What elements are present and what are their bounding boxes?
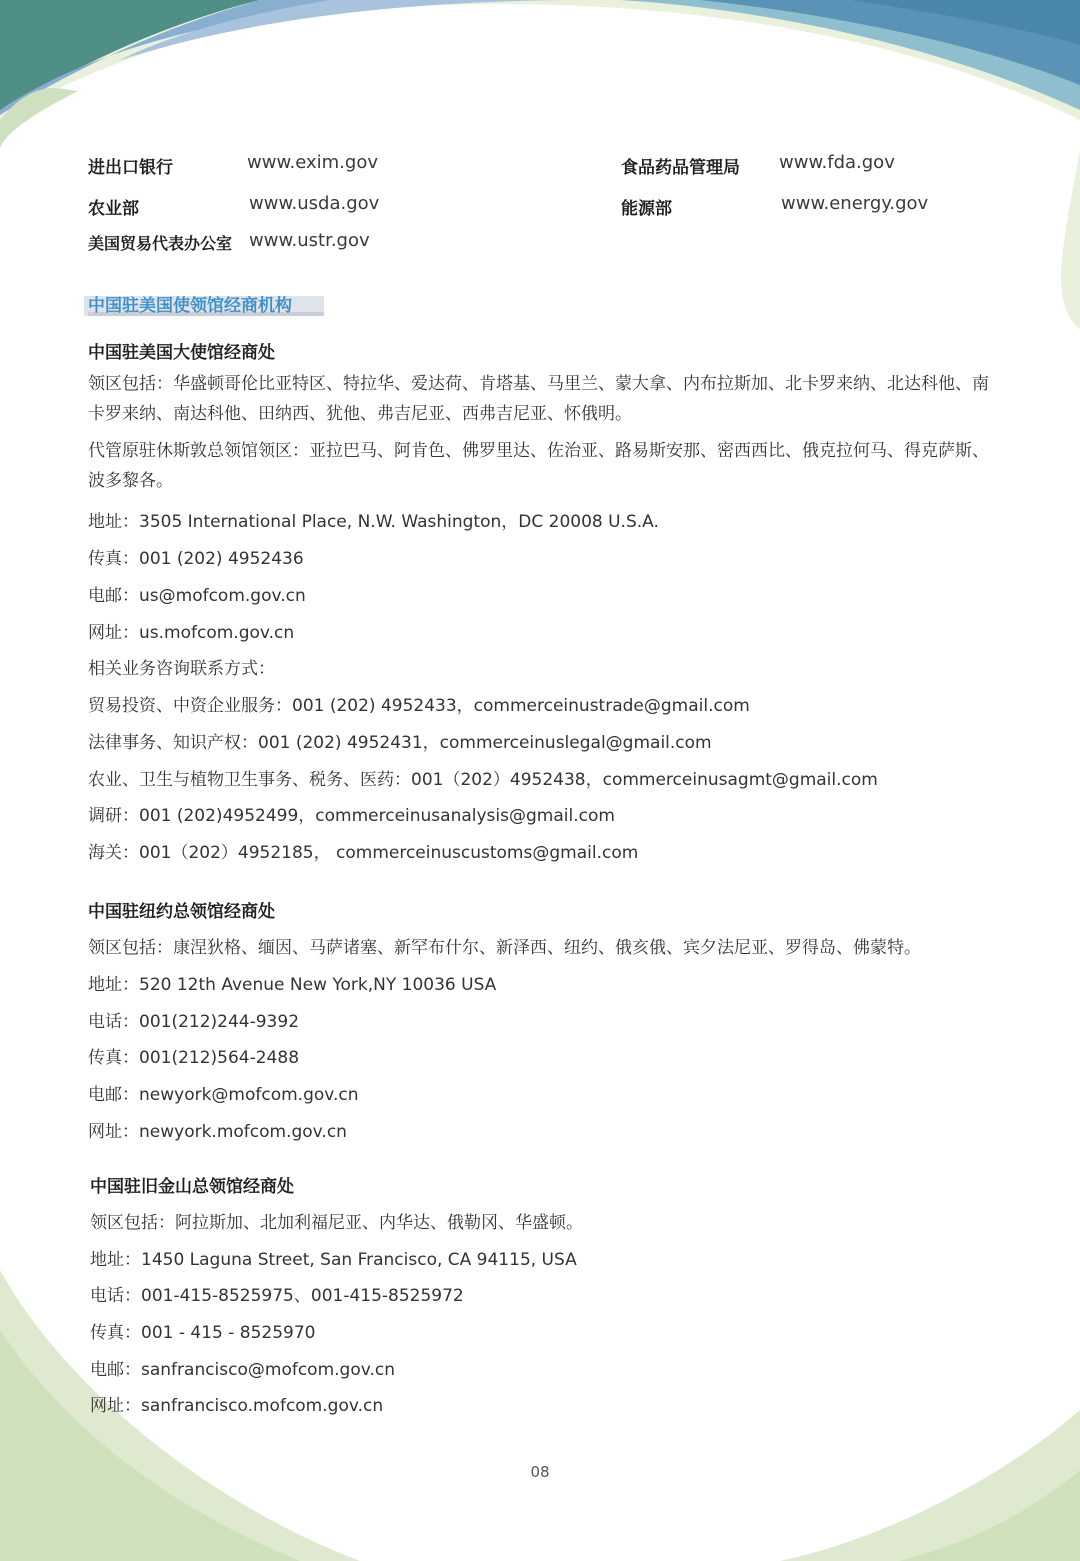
agency-url-ustr[interactable]: www.ustr.gov bbox=[249, 230, 370, 251]
newyork-fax: 传真：001(212)564-2488 bbox=[88, 1048, 300, 1068]
agency-url-fda[interactable]: www.fda.gov bbox=[779, 152, 895, 173]
newyork-phone: 电话：001(212)244-9392 bbox=[88, 1012, 300, 1032]
section-heading bbox=[84, 286, 326, 318]
sanfrancisco-title: 中国驻旧金山总领馆经商处 bbox=[90, 1177, 294, 1197]
newyork-title: 中国驻纽约总领馆经商处 bbox=[88, 902, 275, 922]
section-title: 中国驻美国使领馆经商机构 bbox=[88, 296, 292, 316]
agency-url-energy[interactable]: www.energy.gov bbox=[781, 193, 929, 214]
page-number: 08 bbox=[530, 1463, 550, 1481]
agency-name-ustr: 美国贸易代表办公室 bbox=[88, 234, 233, 253]
embassy-contact-agri: 农业、卫生与植物卫生事务、税务、医药：001（202）4952438，commerceinusagmt@gmail.com bbox=[88, 770, 878, 790]
agency-name-energy: 能源部 bbox=[621, 199, 672, 219]
embassy-email[interactable]: 电邮：us@mofcom.gov.cn bbox=[88, 586, 306, 606]
embassy-contacts-label: 相关业务咨询联系方式： bbox=[88, 659, 275, 679]
newyork-website[interactable]: 网址：newyork.mofcom.gov.cn bbox=[88, 1122, 347, 1142]
embassy-contact-trade: 贸易投资、中资企业服务：001 (202) 4952433，commerceinustrade@gmail.com bbox=[88, 696, 750, 716]
sanfrancisco-address: 地址：1450 Laguna Street, San Francisco, CA 94115, USA bbox=[90, 1250, 577, 1270]
embassy-region: 领区包括：华盛顿哥伦比亚特区、特拉华、爱达荷、肯塔基、马里兰、蒙大拿、内布拉斯加、北卡罗来纳、北达科他、南卡罗来纳、南达科他、田纳西、犹他、弗吉尼亚、西弗吉尼亚、怀俄明。 bbox=[88, 374, 989, 424]
embassy-contact-customs: 海关：001（202）4952185， commerceinuscustoms@gmail.com bbox=[88, 843, 639, 863]
embassy-contact-research: 调研：001 (202)4952499，commerceinusanalysis@gmail.com bbox=[88, 806, 615, 826]
embassy-contact-legal: 法律事务、知识产权：001 (202) 4952431，commerceinuslegal@gmail.com bbox=[88, 733, 712, 753]
sanfrancisco-fax: 传真：001 - 415 - 8525970 bbox=[90, 1323, 316, 1343]
agency-name-exim: 进出口银行 bbox=[88, 158, 173, 178]
agency-url-usda[interactable]: www.usda.gov bbox=[249, 193, 380, 214]
sanfrancisco-website[interactable]: 网址：sanfrancisco.mofcom.gov.cn bbox=[90, 1396, 384, 1416]
sanfrancisco-phone: 电话：001-415-8525975、001-415-8525972 bbox=[90, 1286, 464, 1306]
agency-url-exim[interactable]: www.exim.gov bbox=[247, 152, 378, 173]
sanfrancisco-region: 领区包括：阿拉斯加、北加利福尼亚、内华达、俄勒冈、华盛顿。 bbox=[90, 1213, 583, 1233]
newyork-email[interactable]: 电邮：newyork@mofcom.gov.cn bbox=[88, 1085, 359, 1105]
agency-name-usda: 农业部 bbox=[88, 199, 139, 219]
sanfrancisco-email[interactable]: 电邮：sanfrancisco@mofcom.gov.cn bbox=[90, 1360, 396, 1380]
newyork-address: 地址：520 12th Avenue New York,NY 10036 USA bbox=[88, 975, 497, 995]
embassy-fax: 传真：001 (202) 4952436 bbox=[88, 549, 304, 569]
embassy-houston-region: 代管原驻休斯敦总领馆领区：亚拉巴马、阿肯色、佛罗里达、佐治亚、路易斯安那、密西西比、俄克拉何马、得克萨斯、波多黎各。 bbox=[88, 441, 989, 491]
embassy-address: 地址：3505 International Place, N.W. Washington，DC 20008 U.S.A. bbox=[88, 512, 659, 532]
agency-name-fda: 食品药品管理局 bbox=[621, 158, 740, 178]
embassy-title: 中国驻美国大使馆经商处 bbox=[88, 343, 275, 363]
embassy-website[interactable]: 网址：us.mofcom.gov.cn bbox=[88, 623, 295, 643]
newyork-region: 领区包括：康涅狄格、缅因、马萨诸塞、新罕布什尔、新泽西、纽约、俄亥俄、宾夕法尼亚、罗得岛、佛蒙特。 bbox=[88, 938, 921, 958]
